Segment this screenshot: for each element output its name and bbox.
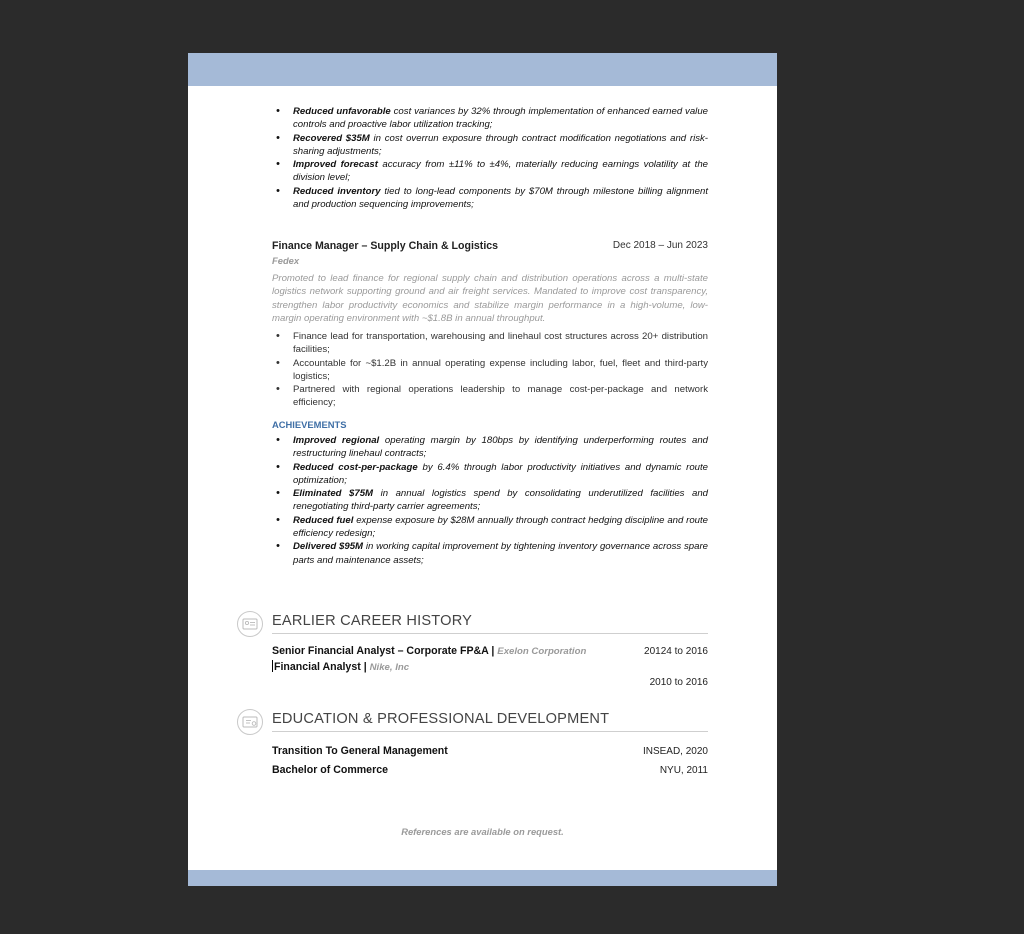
career-row: Senior Financial Analyst – Corporate FP&A | Exelon Corporation [272, 645, 587, 657]
list-item: • Accountable for ~$1.2B in annual operating expense including labor, fuel, fleet and third-party logistics; [272, 357, 708, 384]
list-item: • Eliminated $75M in annual logistics spend by consolidating underutilized facilities and renegotiating third-party carrier agreements; [272, 487, 708, 514]
previous-role-achievements [272, 105, 708, 211]
education-institution: NYU, 2011 [659, 765, 708, 776]
education-institution: INSEAD, 2020 [642, 746, 708, 757]
education-title: Bachelor of Commerce [272, 764, 388, 776]
education-title: Transition To General Management [272, 745, 448, 757]
list-item: • Improved regional operating margin by 180bps by identifying underperforming routes and restructuring linehaul contracts; [272, 434, 708, 461]
text-cursor [272, 660, 273, 672]
resume-page [188, 53, 777, 886]
id-card-icon [237, 611, 263, 637]
career-dates: 2010 to 2016 [649, 677, 708, 688]
list-item: • Recovered $35M in cost overrun exposure through contract modification negotiations and risk-sharing adjustments; [272, 132, 708, 159]
career-dates: 20124 to 2016 [644, 646, 708, 657]
job-summary: Promoted to lead finance for regional supply chain and distribution operations across a multi-state logistics network supporting ground and air freight services. Mandated to improve cost transparency, strengthen labor productivity economics and stabilize margin performance in a high-volume, low-margin operating environment with ~$1.8B in annual throughput. [272, 273, 708, 325]
responsibilities-list [272, 330, 708, 410]
company-name: Fedex [272, 255, 300, 266]
list-item: • Improved forecast accuracy from ±11% to ±4%, materially reducing earnings volatility at the division level; [272, 158, 708, 185]
footer-band [188, 870, 777, 886]
list-item: • Reduced unfavorable cost variances by 32% through implementation of enhanced earned value controls and proactive labor utilization tracking; [272, 105, 708, 132]
list-item: • Reduced fuel expense exposure by $28M annually through contract hedging discipline and route efficiency redesign; [272, 514, 708, 541]
career-row: Financial Analyst | Nike, Inc [274, 661, 410, 673]
section-title-education: EDUCATION & PROFESSIONAL DEVELOPMENT [272, 711, 610, 727]
list-item: • Reduced inventory tied to long-lead components by $70M through milestone billing alignment and production sequencing improvements; [272, 185, 708, 212]
section-divider [272, 731, 708, 732]
list-item: • Partnered with regional operations leadership to manage cost-per-package and network efficiency; [272, 383, 708, 410]
certificate-icon [237, 709, 263, 735]
list-item: • Finance lead for transportation, warehousing and linehaul cost structures across 20+ distribution facilities; [272, 330, 708, 357]
achievements-list [272, 434, 708, 567]
list-item: • Reduced cost-per-package by 6.4% through labor productivity initiatives and dynamic route optimization; [272, 461, 708, 488]
job-dates: Dec 2018 – Jun 2023 [612, 240, 708, 251]
job-title: Finance Manager – Supply Chain & Logistics [272, 240, 499, 252]
section-divider [272, 633, 708, 634]
references-note: References are available on request. [401, 826, 564, 837]
header-band [188, 53, 777, 86]
section-title-career: EARLIER CAREER HISTORY [272, 613, 473, 629]
list-item: • Delivered $95M in working capital improvement by tightening inventory governance across spare parts and maintenance assets; [272, 540, 708, 567]
achievements-heading: ACHIEVEMENTS [272, 419, 347, 430]
